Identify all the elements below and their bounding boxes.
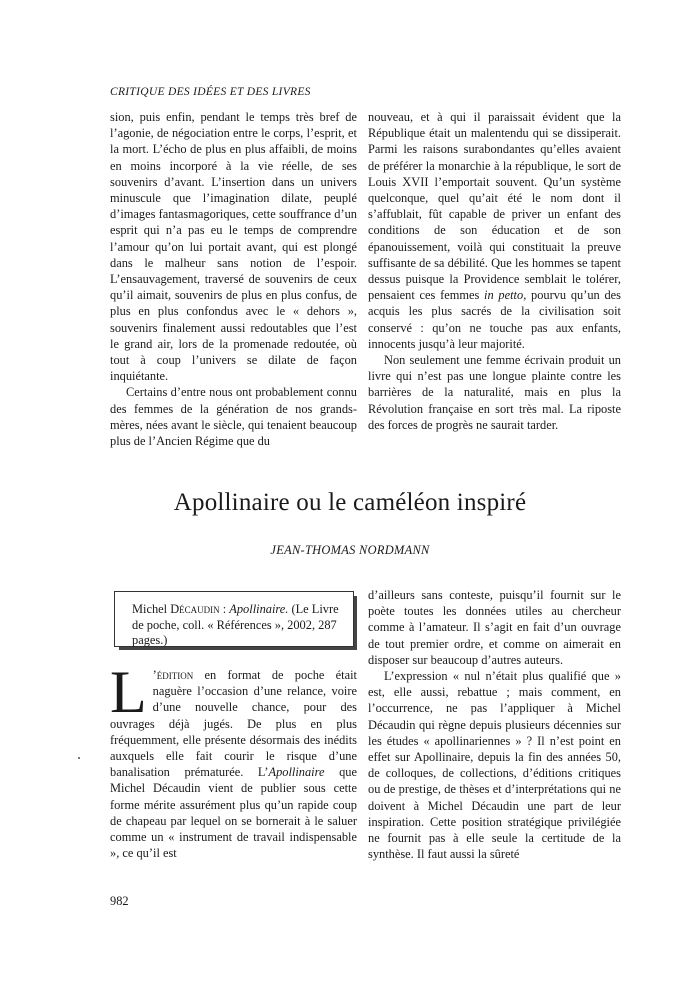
article-title: Apollinaire ou le caméléon inspiré	[173, 489, 527, 516]
paragraph: sion, puis enfin, pendant le temps très bref de l’agonie, de négociation entre le corps, l’esprit, et la mort. L’écho de plus en plus affaibli, de moins en moins incorporé à la vie réelle, de ses souvenirs d’avant. L’insertion dans un univers minuscule que l’imagination dilate, peuplé d’images fantasmagoriques, cette souffrance d’un esprit qui n’a pas eu le temps de comprendre l’amour qu’on lui portait avant, qui est plongé dans le malheur sans notion de l’espoir. L’ensauvagement, traversé de souvenirs de ceux qu’il aimait, souvenirs de plus en plus confus, de plus en plus confondus avec le « dehors », souvenirs finalement aussi redoutables que l’est le grand air, lors de la promenade redoutée, où tout à coup l’univers se dilate de façon inquiétante.	[110, 110, 357, 384]
text-run: , pourvu qu’un des acquis les plus sacrés de la civilisation soit conservé : qu’on ne touche pas aux enfants, innocents jusqu’à leur majorité.	[368, 288, 622, 351]
ref-sep: :	[219, 602, 230, 616]
paragraph: Certains d’entre nous ont probablement connu des femmes de la génération de nos grands-mères, nées avant le siècle, qui tenaient beaucoup plus de l’Ancien Régime que du	[110, 385, 357, 449]
article-left-column	[110, 659, 357, 861]
ref-author-last: Décaudin	[170, 602, 220, 616]
text-run: que Michel Décaudin vient de publier sous cette forme mérite assurément plus qu’un rapide coup de chapeau par lequel on se bornerait à le saluer comme un « instrument de travail indispensable », ce qu’il est	[110, 765, 357, 861]
italic-phrase: in petto	[484, 288, 524, 303]
running-head: CRITIQUE DES IDÉES ET DES LIVRES	[110, 86, 311, 98]
paragraph: d’ailleurs sans conteste, puisqu’il fournit sur le poète toutes les données utiles au chercheur comme à l’amateur. Il s’agit en fait d’un ouvrage de tout premier ordre, et comme on aimerait en disposer sur beaucoup d’autres auteurs.	[368, 588, 621, 667]
box-shadow	[354, 596, 357, 650]
paragraph	[110, 659, 357, 861]
first-word: ’édition	[152, 668, 194, 682]
text-run: en format de poche était naguère l’occasion d’une relance, voire d’une nouvelle chance, pour des ouvrages déjà jugés. De plus en plus fréquemment, elle présente désormais des inédits auxquels elle fait courir le risque d’une banalisation prématurée. L’	[110, 668, 357, 780]
paragraph: Non seulement une femme écrivain produit un livre qui n’est pas une longue plainte contre les barrières de la naturalité, mais en plus la Révolution française en sort très mal. La riposte des forces de progrès ne saurait tarder.	[368, 353, 621, 432]
book-reference	[132, 602, 344, 649]
paragraph	[368, 109, 621, 352]
drop-cap: L	[110, 659, 147, 725]
prev-article-right-column	[368, 109, 621, 433]
box-shadow	[119, 647, 357, 650]
book-reference-box	[114, 591, 354, 647]
article-author: JEAN-THOMAS NORDMANN	[270, 543, 430, 557]
italic-phrase: Apollinaire	[268, 765, 325, 780]
ref-details: (Le Livre de poche, coll. « Références », 2002, 287 pages.)	[132, 602, 339, 648]
paragraph: L’expression « nul n’était plus qualifié que » est, elle aussi, rebattue ; mais comment, en l’occurrence, ne pas l’appliquer à Michel Décaudin qui règne depuis plusieurs décennies sur les études « apollinariennes » ? Il n’est point en effet sur Apollinaire, depuis la fin des années 50, de colloques, de collections, d’éditions critiques ou de prestige, de thèses et d’interprétations qui ne doivent à Michel Décaudin une part de leur inspiration. Cette position stratégique privilégiée ne fournit pas à elle seule la certitude de la synthèse. Il faut aussi la sûreté	[368, 669, 621, 862]
margin-mark	[78, 757, 80, 759]
article-right-column	[368, 587, 621, 862]
ref-author-first: Michel	[132, 602, 171, 616]
prev-article-left-column	[110, 109, 357, 449]
ref-book-title: Apollinaire.	[229, 602, 289, 616]
page-number: 982	[110, 894, 129, 908]
text-run: nouveau, et à qui il paraissait évident que la République était un malentendu qui se dissiperait. Parmi les raisons surabondantes qu’elles avaient de préférer la monarchie à la république, le sort de Louis XVII l’emportait souvent. Qu’un système quelconque, quel qu’ait été le nom dont il s’affublait, fût capable de priver un enfant des conditions de son éducation et de son épanouissement, voilà qui constituait la preuve suffisante de sa débilité. Que les hommes se tapent dessus puisque la Providence semblait le tolérer, pensaient ces femmes	[368, 110, 621, 303]
